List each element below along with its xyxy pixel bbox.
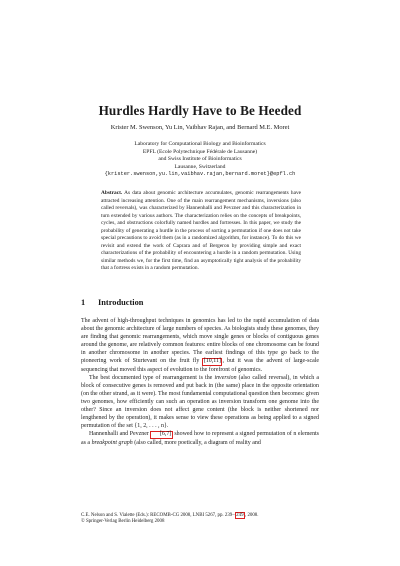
copyright-line: © Springer-Verlag Berlin Heidelberg 2008 [81, 519, 165, 525]
paragraph-text: , but it was the advent of large-scale sequencing that moved this aspect of evolution to the forefront of genomics. [81, 358, 319, 374]
affiliation-line: EPFL (Ecole Polytechnique Fédérale de Lausanne) [142, 148, 258, 155]
paragraph-text: The best documented type of rearrangement is the [89, 375, 215, 382]
paragraph [81, 317, 319, 374]
body-text [81, 317, 319, 447]
emphasis-text: inversion [214, 375, 237, 382]
abstract-text: As data about genomic architecture accumulates, genomic rearrangements have attracted increasing attention. One of the main rearrangement mechanisms, inversions (also called reversals), was characterized by Hannenhalli and Pevzner and this characterization in turn extended by various authors. The characterization relies on the concepts of breakpoints, cycles, and obstructions colorfully named hurdles and fortresses. In this paper, we study the probability of generating a hurdle in the process of sorting a permutation if one does not take special precautions to avoid them (as in a randomized algorithm, for instance). To do this we revisit and extend the work of Caprara and of Bergeron by providing simple and exact characterizations of the probability of encountering a hurdle in a random permutation. Using similar methods we, for the first time, find an asymptotically tight analysis of the probability that a fortress exists in a random permutation. [101, 190, 302, 272]
paragraph-text: (also called reversal), in which a block of consecutive genes is removed and put back in (the same) place in the opposite orientation (on the other strand, as it were). The most fundamental computational question then becomes: given two genomes, how efficiently can such an operation as inversion transform one genome into the other? Since an inversion does not affect gene content (the block is neither shortened nor lengthened by the operation), it makes sense to view these operations as being applied to a signed permutation of the set {1, 2, . . . , n}. [81, 375, 319, 430]
paragraph-text: showed how to represent a signed permutation of n elements as a [81, 431, 319, 447]
paragraph-text: Hannenhalli and Pevzner [89, 431, 151, 438]
affiliation-line: and Swiss Institute of Bioinformatics [158, 156, 242, 163]
abstract [101, 190, 301, 273]
section-heading [81, 298, 143, 307]
author-emails: {krister.swenson,yu.lin,vaibhav.rajan,bernard.moret}@epfl.ch [104, 171, 296, 178]
paragraph-text: The advent of high-throughput techniques in genomics has led to the rapid accumulation of data about the genomic architecture of large numbers of species. As biologists study these genomes, they are finding that genomic rearrangements, which move single genes or blocks of contiguous genes around the genome, are relatively common features: entire blocks of one chromosome can be found in another chromosome in another species. The earliest findings of this type go back to the pioneering work of Sturtevant on the fruit fly [81, 318, 319, 365]
abstract-label: Abstract. [101, 190, 123, 196]
affiliation-line: Laboratory for Computational Biology and Bioinformatics [134, 141, 266, 147]
paragraph [81, 430, 319, 447]
affiliation-line: Lausanne, Switzerland [174, 163, 226, 170]
footer-text: C.E. Nelson and S. Vialette (Eds.): RECOMB-CG 2008, LNBI 5267, pp. 239– [81, 513, 235, 518]
section-title: Introduction [98, 298, 144, 307]
citation-link[interactable]: [6,7] [150, 431, 172, 439]
page-link[interactable]: 249 [236, 513, 244, 518]
page-footer [81, 512, 258, 526]
affiliation-block [0, 141, 400, 179]
author-list: Krister M. Swenson, Yu Lin, Vaibhav Rajan, and Bernard M.E. Moret [110, 124, 290, 131]
footer-text: , 2008. [245, 513, 259, 518]
paragraph-text: (also called, more poetically, a diagram of reality and [132, 440, 261, 447]
citation-link[interactable]: [10,11] [203, 358, 221, 365]
section-number: 1 [81, 298, 86, 307]
paper-title: Hurdles Hardly Have to Be Heeded [98, 103, 302, 118]
emphasis-text: breakpoint graph [91, 440, 133, 447]
paragraph [81, 374, 319, 430]
